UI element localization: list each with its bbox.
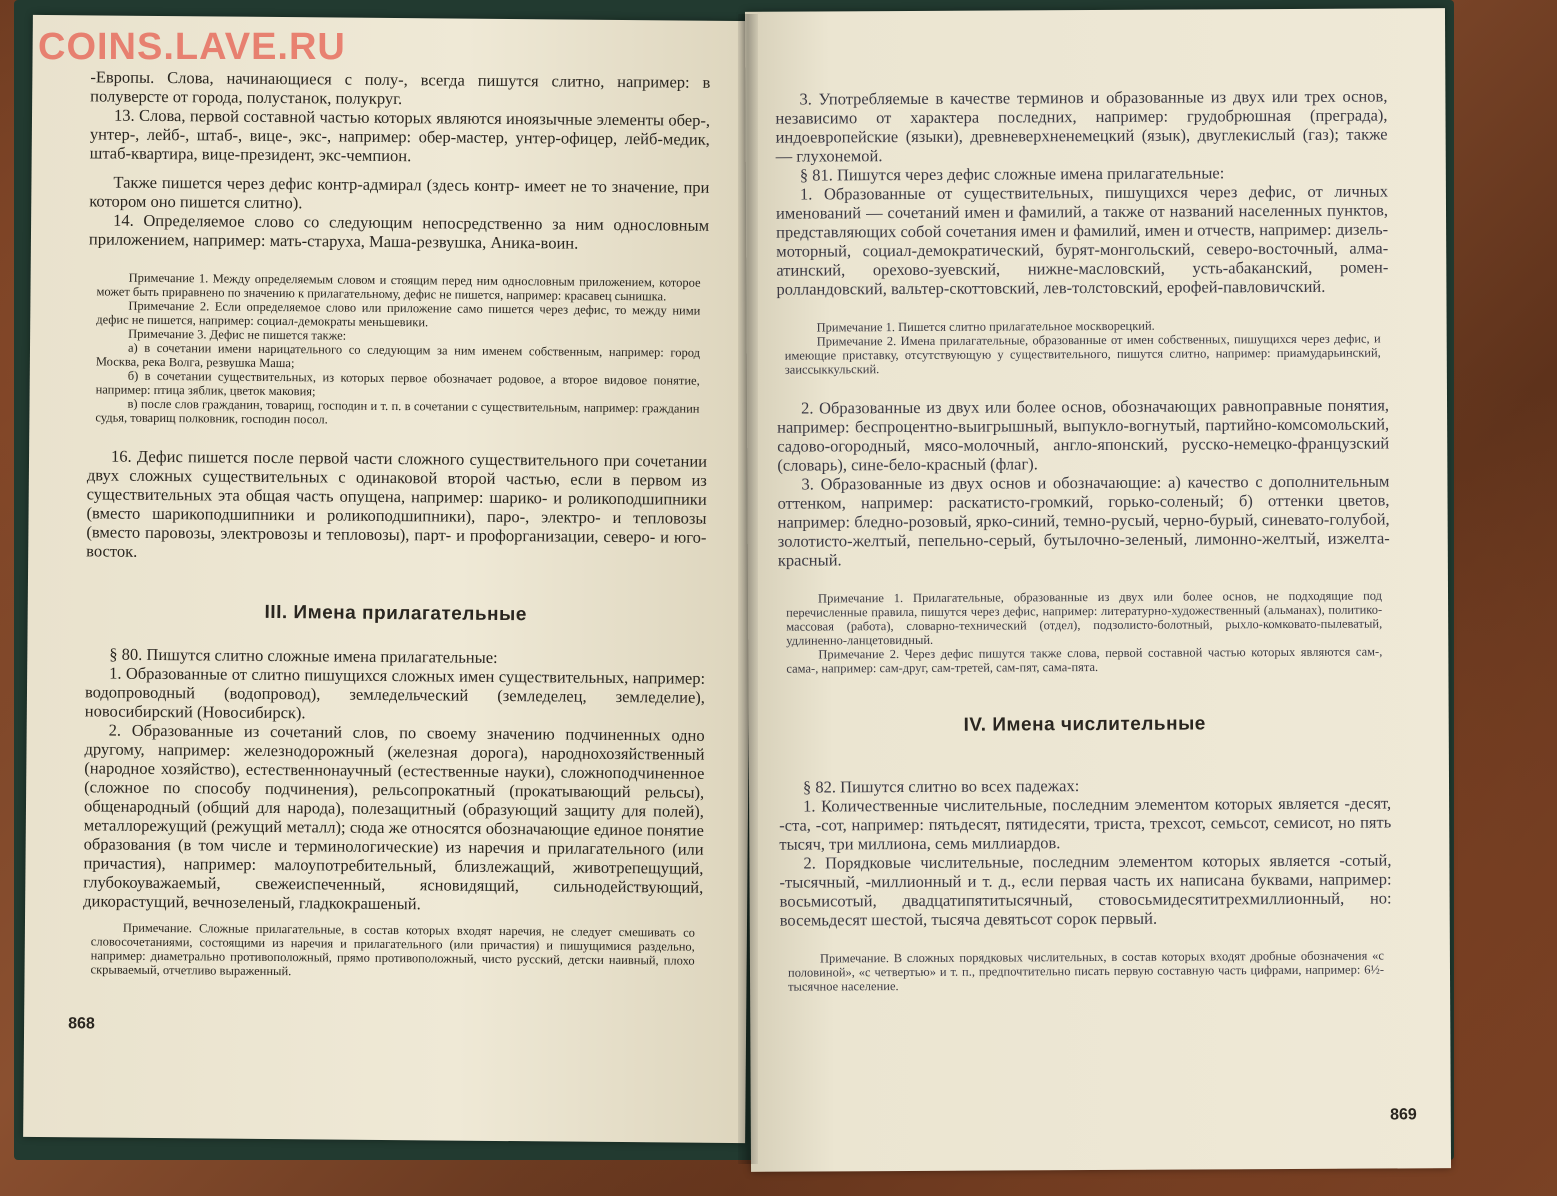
- paragraph: 2. Порядковые числительные, последним элементом которых является -сотый, -тысячный, -миллионный и т. д., если первая часть их написана буквами, например: восьмисотый, двадцатипятитысячный, стовосьмидесятитрехмиллионный, но: восемьдесят шестой, тысяча девятьсот сорок первый.: [779, 850, 1392, 930]
- paragraph: § 80. Пишутся слитно сложные имена прилагательные:: [109, 644, 498, 667]
- paragraph: -Европы. Слова, начинающиеся с полу-, всегда пишутся слитно, например: в полуверсте от города, полустанок, полукруг.: [90, 67, 711, 109]
- paragraph: 1. Образованные от слитно пишущихся сложных имен существительных, например: водопроводный (водопровод), земледельческий (земледелец, земледелие), новосибирский (Новосибирск).: [84, 663, 706, 723]
- watermark: COINS.LAVE.RU: [38, 26, 346, 68]
- right-page-text: [775, 86, 1392, 993]
- note: Примечание 1. Прилагательные, образованные из двух или более основ, не подходящие под перечисленные правила, пишутся через дефис, например: литературно-художественный (альманах), политико-массовая (работа), словарно-технический (отдел), подзолисто-болотный, рыхло-комковато-пылеватый, удлиненно-ланцетовидный.: [786, 588, 1383, 648]
- note: б) в сочетании существительных, из которых первое обозначает родовое, а второе видовое понятие, например: птица зяблик, цветок маковия;: [95, 368, 700, 399]
- paragraph: 1. Образованные от существительных, пишущихся через дефис, от личных именований — сочетаний имен и фамилий, а также от названий населенных пунктов, представляющих собой сочетания имен и фамилий, имен и отчеств, например: дизель-моторный, социал-демократический, бурят-монгольский, северо-восточный, алма-атинский, орехово-зуевский, нижне-масловский, усть-абаканский, ромен-ролландовский, вальтер-скоттовский, лев-толстовский, ерофей-павловичский.: [775, 181, 1389, 299]
- paragraph: 13. Слова, первой составной частью которых являются иноязычные элементы обер-, унтер-, лейб-, штаб-, вице-, экс-, например: обер-мастер, унтер-офицер, лейб-медик, штаб-квартира, вице-президент, экс-чемпион.: [89, 105, 711, 166]
- right-page: [745, 8, 1451, 1172]
- note: а) в сочетании имени нарицательного со следующим за ним именем собственным, например: город Москва, река Волга, резвушка Маша;: [95, 340, 701, 371]
- note: в) после слов гражданин, товарищ, господин и т. п. в сочетании с существительным, например: гражданин судья, товарищ полковник, господин посол.: [95, 396, 700, 427]
- paragraph: 2. Образованные из двух или более основ, обозначающих равноправные понятия, например: беспроцентно-выигрышный, выпукло-вогнутый, партийно-комсомольский, садово-огородный, мясо-молочный, англо-японский, русско-немецко-французский (словарь), сине-бело-красный (флаг).: [777, 395, 1390, 475]
- note: Примечание 1. Пишется слитно прилагательное москворецкий.: [816, 318, 1155, 335]
- paragraph: 3. Образованные из двух основ и обозначающие: а) качество с дополнительным оттенком, например: раскатисто-громкий, горько-соленый; б) оттенки цветов, например: бледно-розовый, ярко-синий, темно-русый, черно-бурый, синевато-голубой, золотисто-желтый, пепельно-серый, бутылочно-зеленый, лимонно-желтый, изжелта-красный.: [777, 471, 1390, 570]
- page-number: 869: [1390, 1106, 1417, 1124]
- left-page-text: [83, 67, 711, 981]
- section-heading: IV. Имена числительные: [963, 713, 1206, 736]
- paragraph: 14. Определяемое слово со следующим непосредственно за ним однословным приложением, например: мать-старуха, Маша-резвушка, Аника-воин.: [88, 210, 710, 253]
- paragraph: 1. Количественные числительные, последним элементом которых является -десят, -ста, -сот, например: пятьдесят, пятидесяти, триста, трехсот, семьсот, семисот, но пять тысяч, три миллиона, семь миллиардов.: [779, 793, 1392, 854]
- note: Примечание 3. Дефис не пишется также:: [128, 326, 347, 343]
- paragraph: § 82. Пишутся слитно во всех падежах:: [802, 776, 1080, 797]
- page-number: 868: [68, 1015, 95, 1033]
- section-heading: III. Имена прилагательные: [264, 601, 527, 626]
- note: Примечание 2. Имена прилагательные, образованные от имен собственных, пишущихся через дефис, и имеющие приставку, отсутствующую у существительного, пишутся слитно, например: приамударьинский, заиссыккульский.: [784, 331, 1381, 377]
- note: Примечание. В сложных порядковых числительных, в состав которых входят дробные обозначения «с половиной», «с четвертью» и т. п., предпочтительно писать первую составную часть цифрами, например: 6½-тысячное население.: [787, 948, 1385, 994]
- book-gutter: [738, 14, 758, 1164]
- note: Примечание 1. Между определяемым словом и стоящим перед ним однословным приложением, которое может быть приравнено по значению к прилагательному, дефис не пишется, например: красавец сынишка.: [96, 270, 701, 304]
- paragraph: 3. Употребляемые в качестве терминов и образованные из двух или трех основ, независимо от характера последних, например: грудобрюшная (преграда), индоевропейские (языки), древневерхненемецкий (язык), двуглекислый (газ); также — глухонемой.: [775, 86, 1388, 166]
- note: Примечание 2. Через дефис пишутся также слова, первой составной частью которых являются сам-, сама-, например: сам-друг, сам-третей, сам-пят, сама-пята.: [786, 644, 1383, 676]
- left-page: [23, 15, 755, 1143]
- paragraph: § 81. Пишутся через дефис сложные имена прилагательные:: [799, 163, 1225, 185]
- paragraph: 16. Дефис пишется после первой части сложного существительного при сочетании двух сложных существительных с одинаковой второй частью, если в первом из существительных эта общая часть опущена, например: шарико- и роликоподшипники (вместо шарикоподшипники и роликоподшипники), паро-, электро- и тепловозы (вместо паровозы, электровозы и тепловозы), парт- и профорганизации, северо- и юго-восток.: [86, 446, 708, 561]
- note: Примечание 2. Если определяемое слово или приложение само пишется через дефис, то между ними дефис не пишется, например: социал-демократы меньшевики.: [96, 298, 701, 330]
- note: Примечание. Сложные прилагательные, в состав которых входят наречия, не следует смешивать со словосочетаниями, состоящими из наречия и прилагательного (или причастия) и пишущимися раздельно, например: диаметрально противоположный, прямо противоположный, чисто русский, детски наивный, плохо скрываемый, отчетливо выраженный.: [90, 920, 695, 979]
- paragraph: 2. Образованные из сочетаний слов, по своему значению подчиненных одно другому, например: железнодорожный (железная дорога), народнохозяйственный (народное хозяйство), естественнонаучный (естественные науки), сложноподчиненное (сложное по способу подчинения), рельсопрокатный (прокатывающий рельсы), общенародный (общий для народа), полезащитный (образующий защиту для полей), металлорежущий (режущий металл); сюда же относятся обозначающие единое понятие образования (в том числе и терминологические) из наречия и прилагательного (или причастия), например: малоупотребительный, близлежащий, животрепещущий, глубокоуважаемый, свежеиспеченный, ясновидящий, сильнодействующий, дикорастущий, вечнозеленый, гладкокрашеный.: [83, 720, 705, 914]
- paragraph: Также пишется через дефис контр-адмирал (здесь контр- имеет не то значение, при котором оно пишется слитно).: [89, 172, 710, 213]
